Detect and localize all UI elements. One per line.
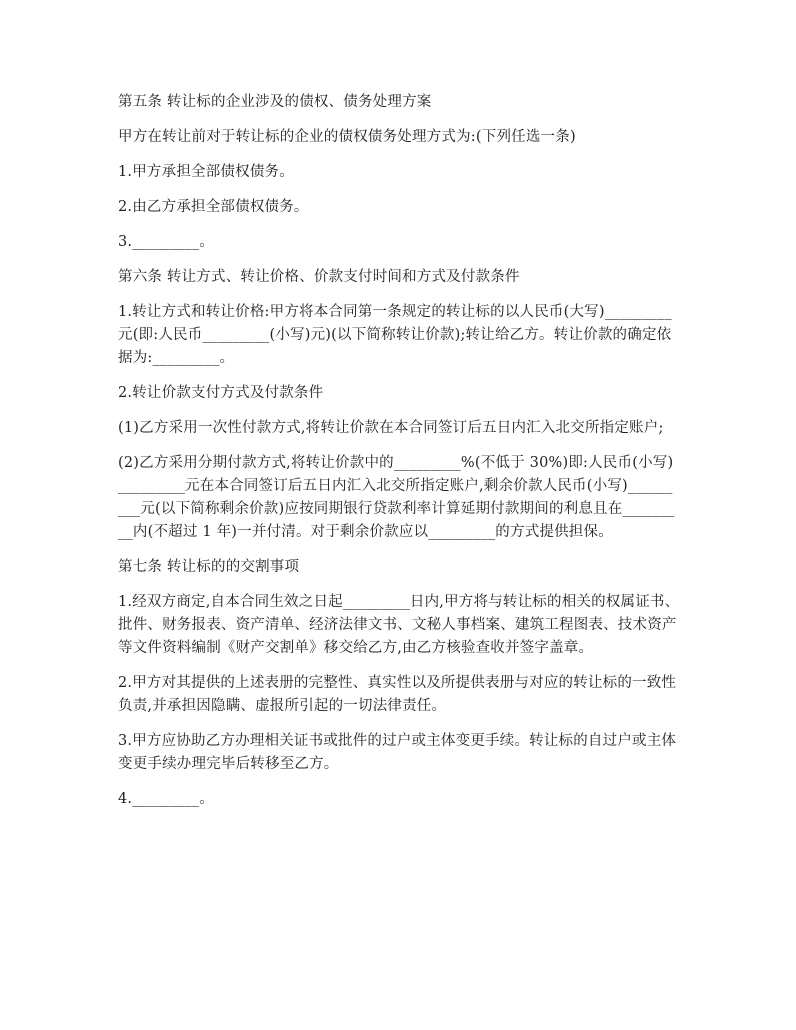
article-5-intro: 甲方在转让前对于转让标的企业的债权债务处理方式为:(下列任选一条) [118, 129, 576, 145]
article-7-clause-1: 1.经双方商定,自本合同生效之日起_________日内,甲方将与转让标的相关的权属证书、批件、财务报表、资产清单、经济法律文书、文秘人事档案、建筑工程图表、技术资产等文件资料编制《财产交割单》移交给乙方,由乙方核验查收并签字盖章。 [118, 594, 680, 656]
article-7-clause-4: 4._________。 [118, 791, 214, 807]
article-5-heading: 第五条 转让标的企业涉及的债权、债务处理方案 [118, 94, 432, 110]
article-6-heading: 第六条 转让方式、转让价格、价款支付时间和方式及付款条件 [118, 269, 520, 285]
article-7-clause-3: 3.甲方应协助乙方办理相关证书或批件的过户或主体变更手续。转让标的自过户或主体变更手续办理完毕后转移至乙方。 [118, 733, 677, 772]
article-7-heading: 第七条 转让标的的交割事项 [118, 559, 300, 575]
article-5-option-2: 2.由乙方承担全部债权债务。 [118, 199, 309, 215]
document-body [118, 91, 680, 823]
article-5-option-3: 3._________。 [118, 234, 214, 250]
article-6-clause-2-1: (1)乙方采用一次性付款方式,将转让价款在本合同签订后五日内汇入北交所指定账户; [118, 420, 664, 436]
article-5-option-1: 1.甲方承担全部债权债务。 [118, 164, 294, 180]
article-6-clause-2: 2.转让价款支付方式及付款条件 [118, 385, 324, 401]
article-6-clause-2-2: (2)乙方采用分期付款方式,将转让价款中的_________%(不低于 30%)即:人民币(小写)_________元在本合同签订后五日内汇入北交所指定账户,剩余价款人民币(小写)_________元(以下简称剩余价款)应按同期银行贷款利率计算延期付款期间的利息且在_________内(不超过 1 年)一并付清。对于剩余价款应以_________的方式提供担保。 [118, 455, 675, 540]
article-6-clause-1: 1.转让方式和转让价格:甲方将本合同第一条规定的转让标的以人民币(大写)_________元(即:人民币_________(小写)元)(以下简称转让价款);转让给乙方。转让价款的确定依据为:_________。 [118, 304, 672, 366]
article-7-clause-2: 2.甲方对其提供的上述表册的完整性、真实性以及所提供表册与对应的转让标的一致性负责,并承担因隐瞒、虚报所引起的一切法律责任。 [118, 675, 677, 714]
